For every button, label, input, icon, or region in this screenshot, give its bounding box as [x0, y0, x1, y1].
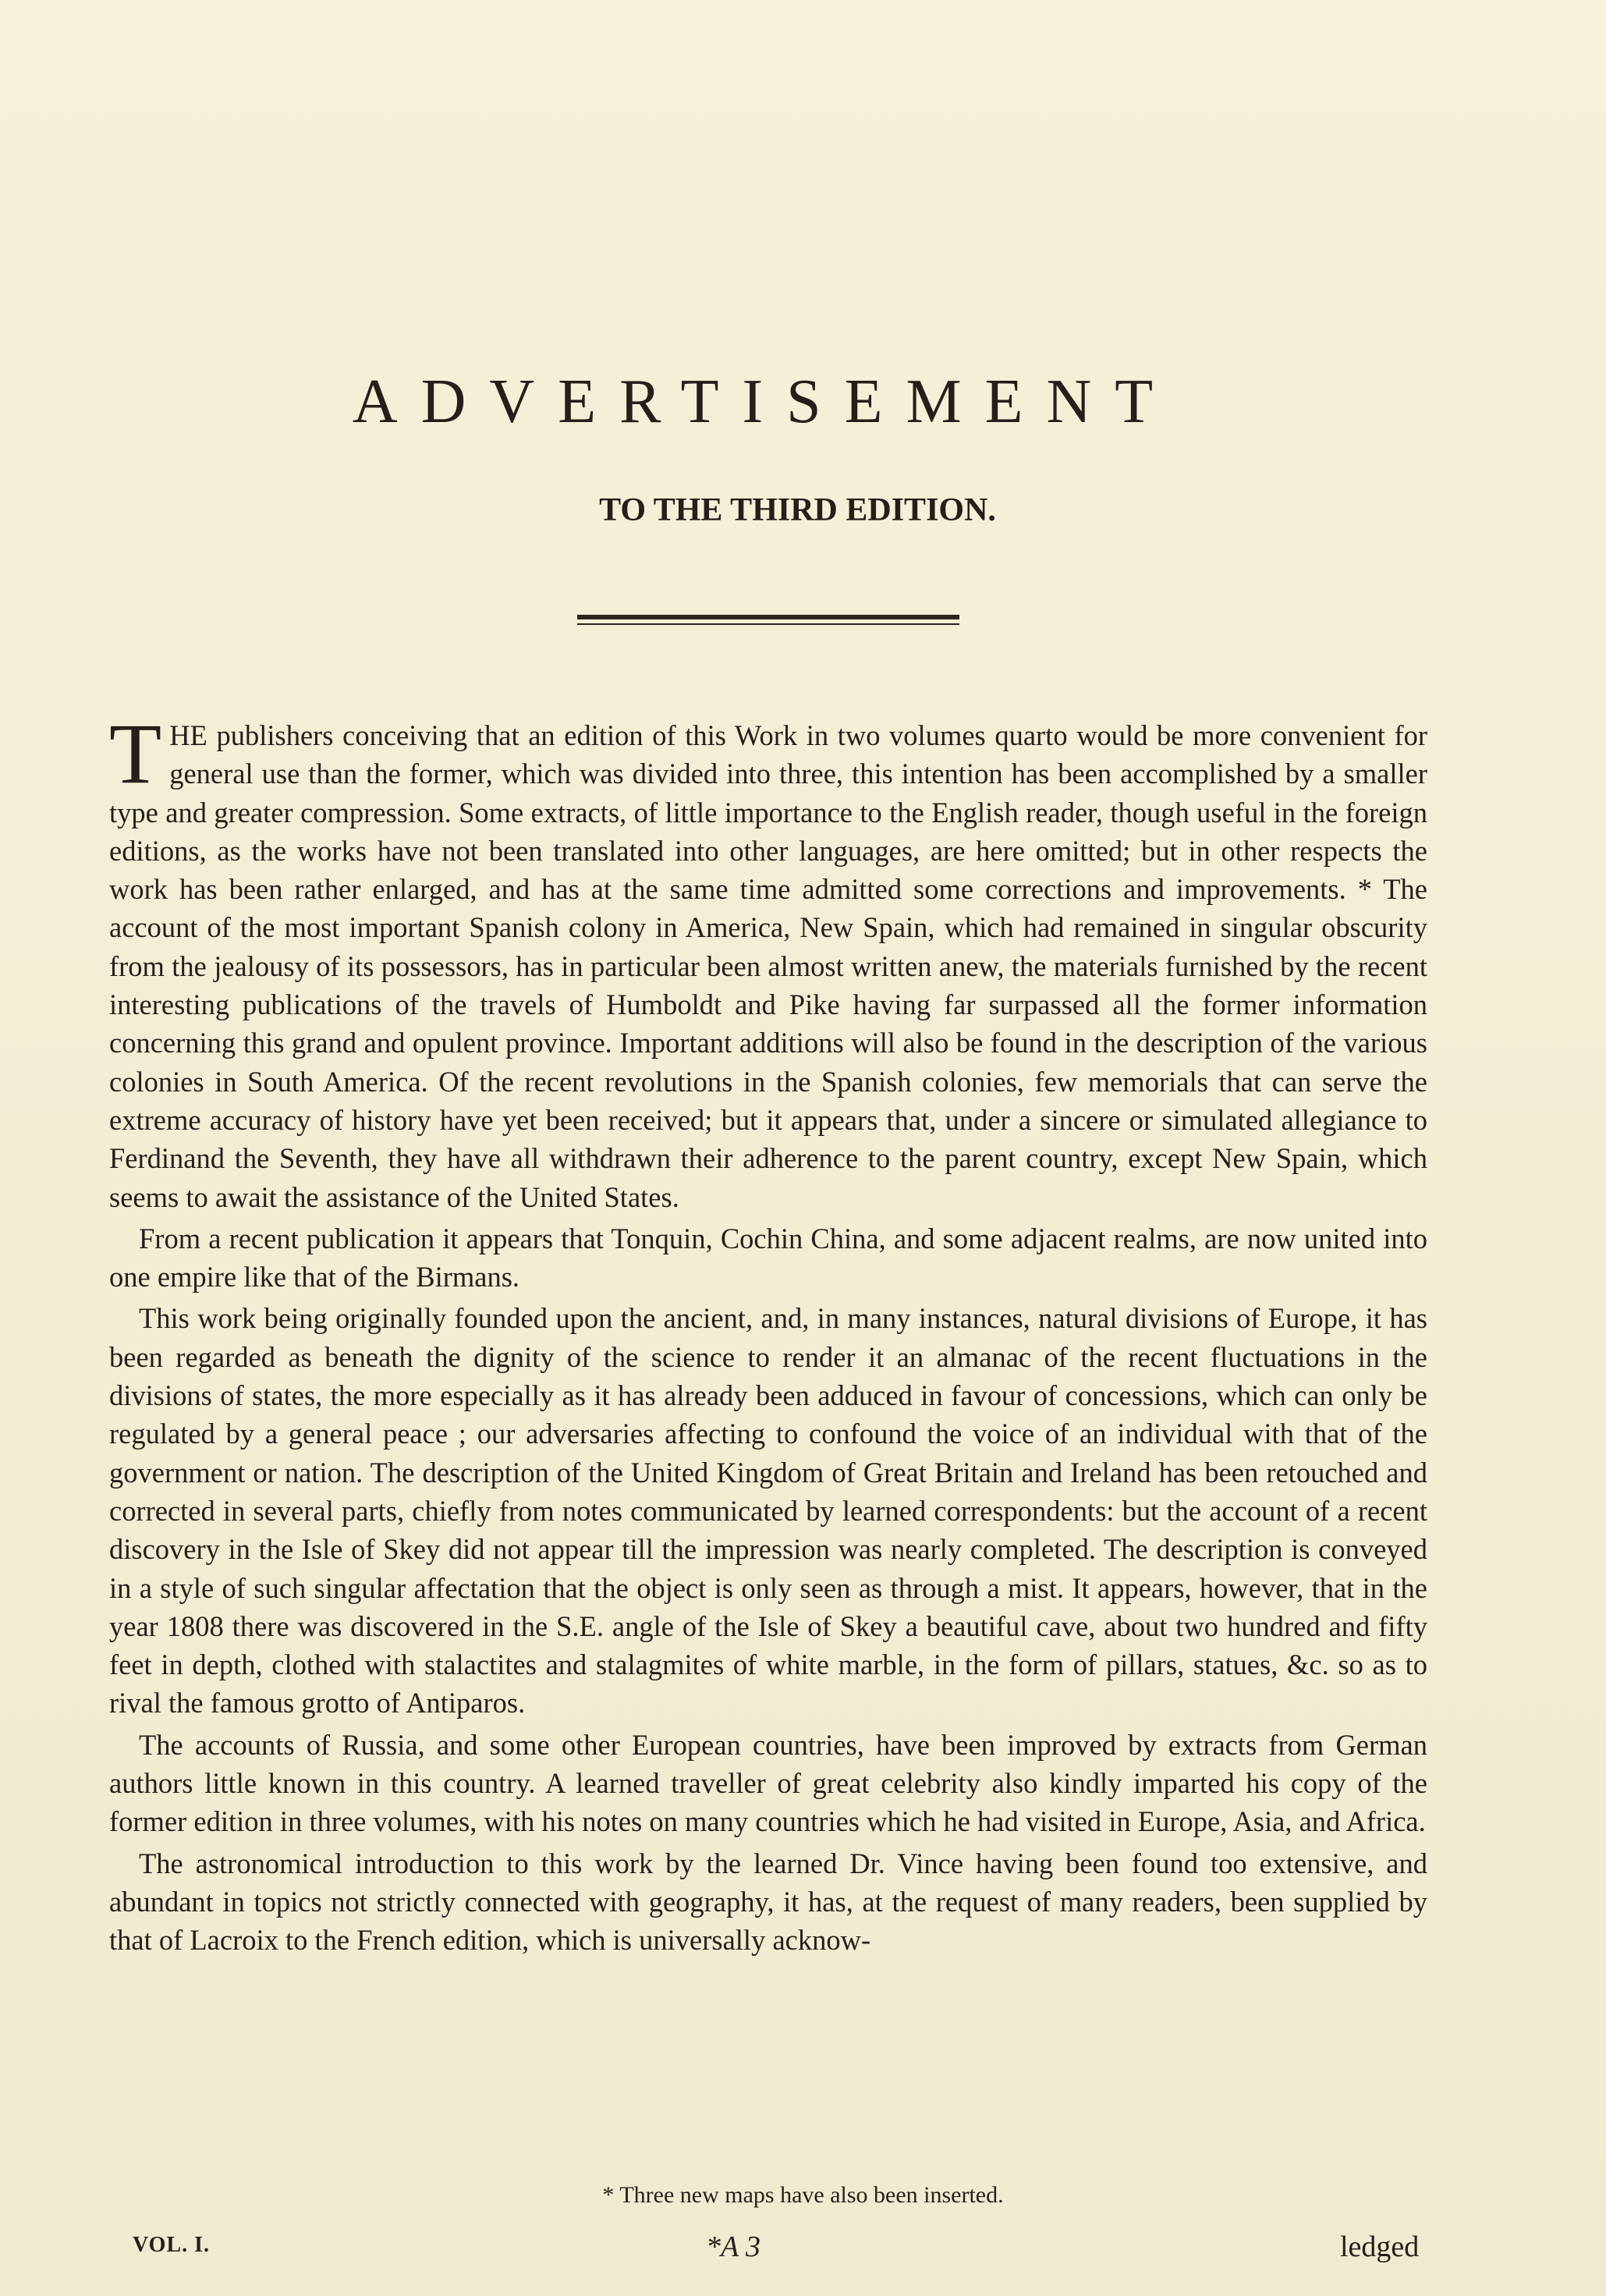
double-rule-divider: [577, 615, 959, 625]
volume-marker: VOL. I.: [133, 2233, 211, 2257]
footnote: * Three new maps have also been inserted.: [602, 2182, 1004, 2208]
rule-thin-line: [577, 623, 959, 625]
drop-cap: T: [109, 706, 162, 801]
paragraph-4: The accounts of Russia, and some other European countries, have been improved by extracts from German authors little known in this country. A learned traveller of great celebrity also kindly imparted his copy of the former edition in three volumes, with his notes on many countries which he had visited in Europe, Asia, and Africa.: [109, 1728, 1427, 1838]
paragraph-2: From a recent publication it appears that Tonquin, Cochin China, and some adjacent realms, are now united into one empire like that of the Birmans.: [109, 1222, 1427, 1293]
rule-thick-line: [577, 615, 959, 619]
paragraph-1-text: HE publishers conceiving that an edition of this Work in two volumes quarto would be more convenient for general use than the former, which was divided into three, this intention has been accomplished by a smaller type and greater compression. Some extracts, of little importance to the English reader, though useful in the foreign editions, as the works have not been translated into other languages, are here omitted; but in other respects the work has been rather enlarged, and has at the same time admitted some corrections and improvements. * The account of the most important Spanish colony in America, New Spain, which had remained in singular obscurity from the jealousy of its possessors, has in particular been almost written anew, the materials furnished by the recent interesting publications of the travels of Humboldt and Pike having far surpassed all the former information concerning this grand and opulent province. Important additions will also be found in the description of the various colonies in South America. Of the recent revolutions in the Spanish colonies, few memorials that can serve the extreme accuracy of history have yet been received; but it appears that, under a sincere or simulated allegiance to Ferdinand the Seventh, they have all withdrawn their adherence to the parent country, except New Spain, which seems to await the assistance of the United States.: [109, 719, 1427, 1213]
signature-mark: *A 3: [706, 2230, 761, 2263]
body-text: [109, 706, 1427, 1963]
paragraph-1: [109, 706, 1427, 1216]
page-subtitle: TO THE THIRD EDITION.: [599, 492, 996, 528]
paragraph-3: This work being originally founded upon the ancient, and, in many instances, natural divisions of Europe, it has been regarded as beneath the dignity of the science to render it an almanac of the recent fluctuations in the divisions of states, the more especially as it has already been adduced in favour of concessions, which can only be regulated by a general peace ; our adversaries affecting to confound the voice of an individual with that of the government or nation. The description of the United Kingdom of Great Britain and Ireland has been retouched and corrected in several parts, chiefly from notes communicated by learned correspondents: but the account of a recent discovery in the Isle of Skey did not appear till the impression was nearly completed. The description is conveyed in a style of such singular affectation that the object is only seen as through a mist. It appears, however, that in the year 1808 there was discovered in the S.E. angle of the Isle of Skey a beautiful cave, about two hundred and fifty feet in depth, clothed with stalactites and stalagmites of white marble, in the form of pillars, statues, &c. so as to rival the famous grotto of Antiparos.: [109, 1302, 1427, 1719]
page-title: ADVERTISEMENT: [352, 367, 1177, 436]
catchword: ledged: [1340, 2230, 1420, 2263]
paragraph-5: The astronomical introduction to this work by the learned Dr. Vince having been found too extensive, and abundant in topics not strictly connected with geography, it has, at the request of many readers, been supplied by that of Lacroix to the French edition, which is universally acknow-: [109, 1847, 1427, 1957]
